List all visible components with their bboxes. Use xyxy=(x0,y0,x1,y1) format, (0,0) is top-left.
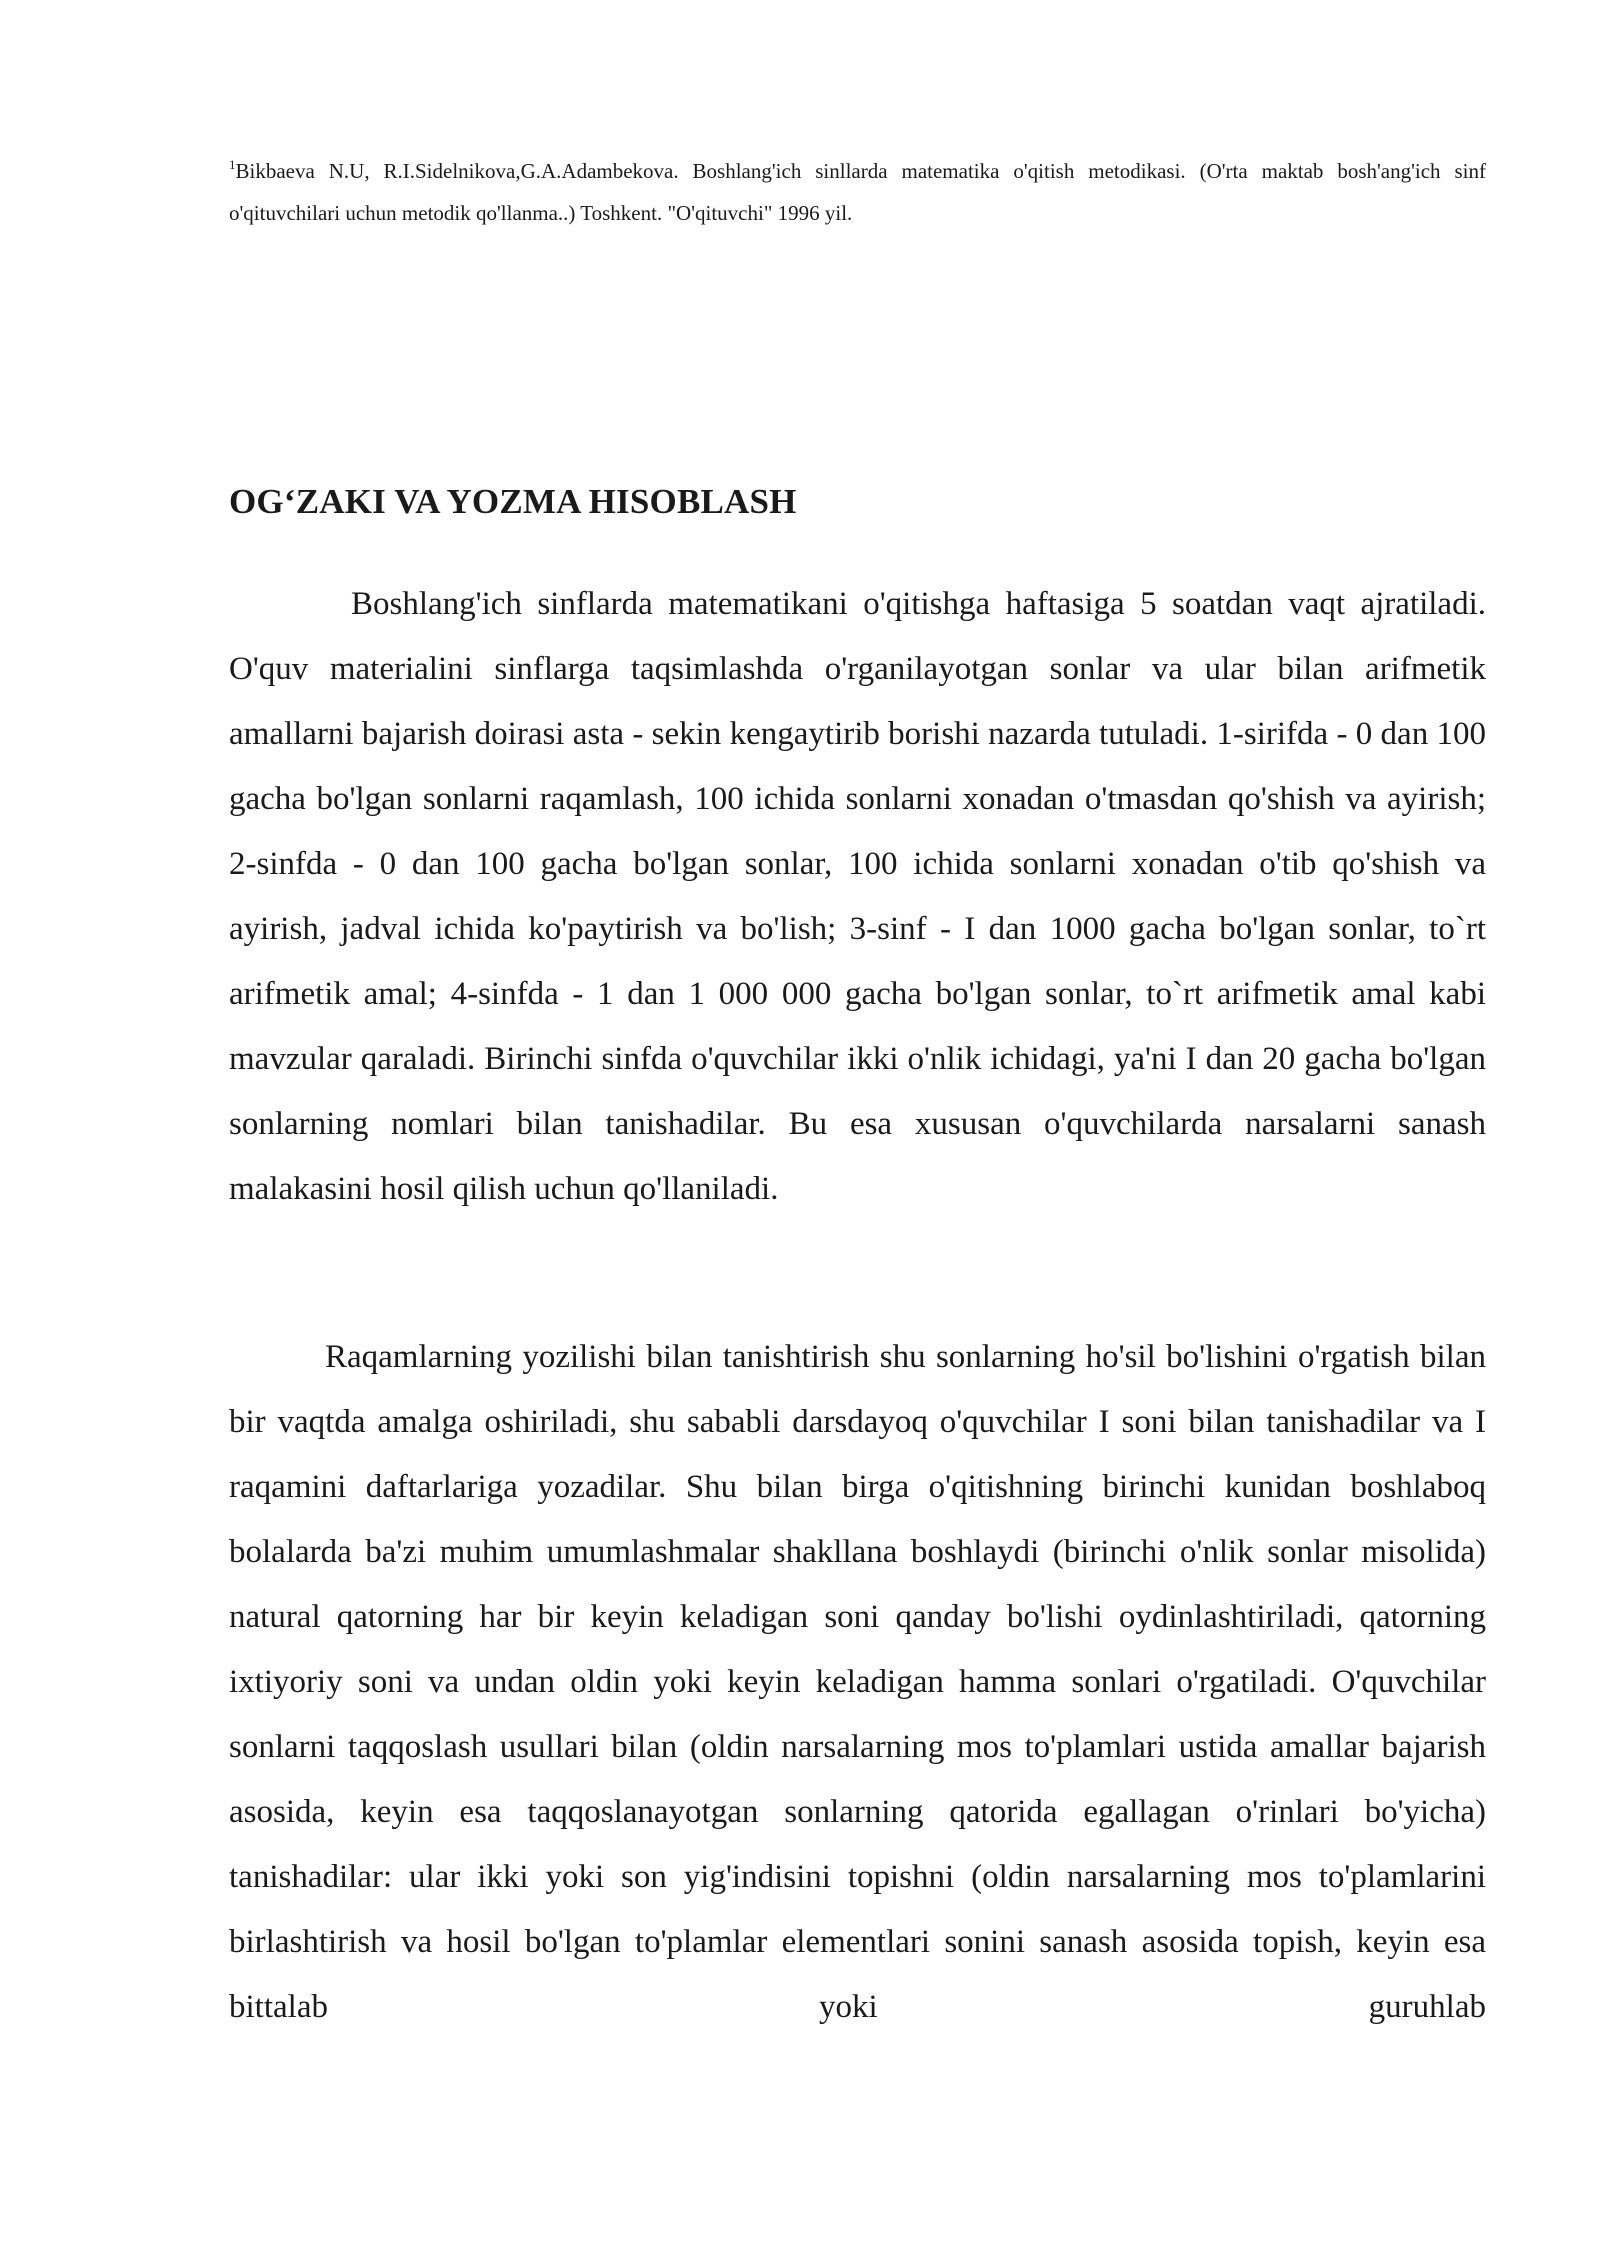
footnote xyxy=(229,150,1486,234)
body-paragraph: Boshlang'ich sinflarda matematikani o'qitishga haftasiga 5 soatdan vaqt ajratiladi. O'quv materialini sinflarga taqsimlashda o'rganilayotgan sonlar va ular bilan arifmetik amallarni bajarish doirasi asta - sekin kengaytirib borishi nazarda tutuladi. 1-sirifda - 0 dan 100 gacha bo'lgan sonlarni raqamlash, 100 ichida sonlarni xonadan o'tmasdan qo'shish va ayirish; 2-sinfda - 0 dan 100 gacha bo'lgan sonlar, 100 ichida sonlarni xonadan o'tib qo'shish va ayirish, jadval ichida ko'paytirish va bo'lish; 3-sinf - I dan 1000 gacha bo'lgan sonlar, to`rt arifmetik amal; 4-sinfda - 1 dan 1 000 000 gacha bo'lgan sonlar, to`rt arifmetik amal kabi mavzular qaraladi. Birinchi sinfda o'quvchilar ikki o'nlik ichidagi, ya'ni I dan 20 gacha bo'lgan sonlarning nomlari bilan tanishadilar. Bu esa xususan o'quvchilarda narsalarni sanash malakasini hosil qilish uchun qo'llaniladi. xyxy=(229,586,1486,1207)
section-heading: OG‘ZAKI VA YOZMA HISOBLASH xyxy=(229,482,797,521)
body-paragraph: Raqamlarning yozilishi bilan tanishtirish shu sonlarning ho'sil bo'lishini o'rgatish bilan bir vaqtda amalga oshiriladi, shu sababli darsdayoq o'quvchilar I soni bilan tanishadilar va I raqamini daftarlariga yozadilar. Shu bilan birga o'qitishning birinchi kunidan boshlaboq bolalarda ba'zi muhim umumlashmalar shakllana boshlaydi (birinchi o'nlik sonlar misolida) natural qatorning har bir keyin keladigan soni qanday bo'lishi oydinlashtiriladi, qatorning ixtiyoriy soni va undan oldin yoki keyin keladigan hamma sonlari o'rgatiladi. O'quvchilar sonlarni taqqoslash usullari bilan (oldin narsalarning mos to'plamlari ustida amallar bajarish asosida, keyin esa taqqoslanayotgan sonlarning qatorida egallagan o'rinlari bo'yicha) tanishadilar: ular ikki yoki son yig'indisini topishni (oldin narsalarning mos to'plamlarini birlashtirish va hosil bo'lgan to'plamlar elementlari sonini sanash asosida topish, keyin esa bittalab yoki guruhlab xyxy=(229,1339,1486,2025)
footnote-text: Bikbaeva N.U, R.I.Sidelnikova,G.A.Adambekova. Boshlang'ich sinllarda matematika o'qitish metodikasi. (O'rta maktab bosh'ang'ich sinf o'qituvchilari uchun metodik qo'llanma..) Toshkent. "O'qituvchi" 1996 yil. xyxy=(229,159,1486,225)
footnote-marker: 1 xyxy=(229,157,236,172)
